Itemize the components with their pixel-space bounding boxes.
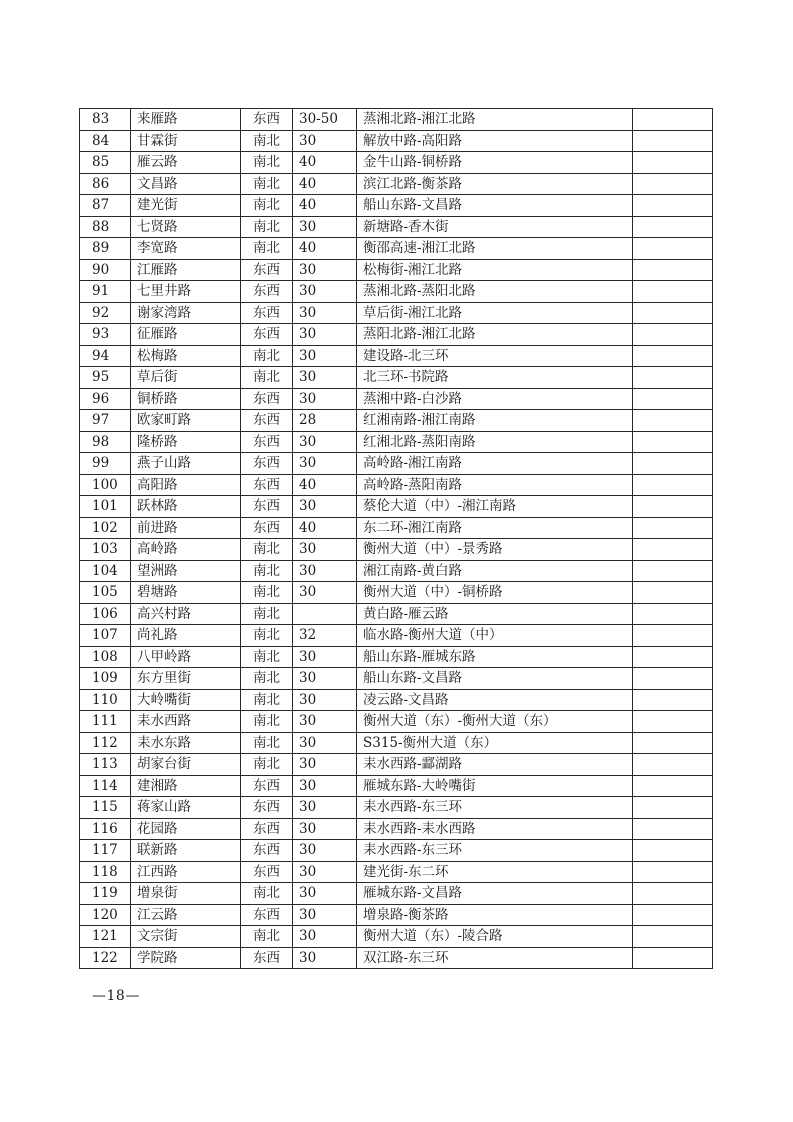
row-number: 107 [80,625,131,647]
row-number: 93 [80,324,131,346]
road-range: 金牛山路-铜桥路 [357,152,633,174]
table-row [80,582,713,604]
road-note [633,840,713,862]
row-number: 108 [80,646,131,668]
road-range: 红湘北路-蒸阳南路 [357,431,633,453]
road-name: 胡家台街 [131,754,241,776]
table-row [80,818,713,840]
road-name: 来雁路 [131,109,241,131]
road-width: 30 [293,431,357,453]
row-number: 119 [80,883,131,905]
road-note [633,625,713,647]
road-width [293,603,357,625]
road-direction: 南北 [241,754,293,776]
road-direction: 南北 [241,238,293,260]
road-range: 耒水西路-东三环 [357,797,633,819]
road-note [633,281,713,303]
row-number: 110 [80,689,131,711]
table-row [80,195,713,217]
road-range: 衡州大道（东）-陵合路 [357,926,633,948]
table-row [80,453,713,475]
road-name: 前进路 [131,517,241,539]
road-width: 30 [293,453,357,475]
row-number: 100 [80,474,131,496]
table-row [80,840,713,862]
table-row [80,539,713,561]
road-width: 40 [293,474,357,496]
road-range: 湘江南路-黄白路 [357,560,633,582]
road-direction: 东西 [241,474,293,496]
road-range: 解放中路-高阳路 [357,130,633,152]
road-name: 隆桥路 [131,431,241,453]
road-width: 30 [293,496,357,518]
road-width: 30 [293,775,357,797]
road-direction: 南北 [241,173,293,195]
road-note [633,496,713,518]
road-name: 高阳路 [131,474,241,496]
row-number: 112 [80,732,131,754]
road-name: 燕子山路 [131,453,241,475]
row-number: 83 [80,109,131,131]
page-number: —18— [92,988,140,1004]
road-name: 学院路 [131,947,241,969]
road-width: 30-50 [293,109,357,131]
road-note [633,797,713,819]
road-note [633,689,713,711]
road-range: 高岭路-湘江南路 [357,453,633,475]
road-width: 30 [293,883,357,905]
road-width: 30 [293,324,357,346]
road-direction: 东西 [241,302,293,324]
road-direction: 东西 [241,818,293,840]
road-range: 耒水西路-耒水西路 [357,818,633,840]
road-note [633,410,713,432]
road-direction: 东西 [241,775,293,797]
road-range: 雁城东路-大岭嘴街 [357,775,633,797]
road-width: 30 [293,689,357,711]
road-direction: 东西 [241,861,293,883]
table-row [80,603,713,625]
road-name: 八甲岭路 [131,646,241,668]
road-name: 李宽路 [131,238,241,260]
road-range: 船山东路-雁城东路 [357,646,633,668]
road-range: 草后街-湘江北路 [357,302,633,324]
table-row [80,345,713,367]
road-range: S315-衡州大道（东） [357,732,633,754]
table-row [80,668,713,690]
row-number: 88 [80,216,131,238]
table-row [80,302,713,324]
road-note [633,668,713,690]
road-width: 30 [293,926,357,948]
table-row [80,754,713,776]
road-width: 30 [293,259,357,281]
road-range: 增泉路-衡茶路 [357,904,633,926]
road-name: 建湘路 [131,775,241,797]
road-name: 谢家湾路 [131,302,241,324]
road-range: 建光街-东二环 [357,861,633,883]
road-range: 衡州大道（东）-衡州大道（东） [357,711,633,733]
road-range: 衡邵高速-湘江北路 [357,238,633,260]
road-note [633,474,713,496]
table-row [80,517,713,539]
road-note [633,517,713,539]
road-name: 建光街 [131,195,241,217]
road-width: 30 [293,646,357,668]
road-width: 30 [293,281,357,303]
row-number: 104 [80,560,131,582]
road-name: 江西路 [131,861,241,883]
road-name: 七里井路 [131,281,241,303]
road-range: 耒水西路-东三环 [357,840,633,862]
road-note [633,582,713,604]
road-range: 建设路-北三环 [357,345,633,367]
row-number: 122 [80,947,131,969]
table-row [80,947,713,969]
road-name: 望洲路 [131,560,241,582]
table-row [80,109,713,131]
road-note [633,883,713,905]
road-range: 船山东路-文昌路 [357,195,633,217]
road-direction: 东西 [241,281,293,303]
road-note [633,173,713,195]
road-name: 碧塘路 [131,582,241,604]
road-range: 蒸湘北路-蒸阳北路 [357,281,633,303]
road-direction: 东西 [241,904,293,926]
road-name: 增泉街 [131,883,241,905]
road-direction: 东西 [241,431,293,453]
table-row [80,410,713,432]
road-direction: 南北 [241,926,293,948]
road-note [633,259,713,281]
road-range: 黄白路-雁云路 [357,603,633,625]
road-note [633,238,713,260]
row-number: 94 [80,345,131,367]
road-note [633,775,713,797]
road-name: 草后街 [131,367,241,389]
row-number: 86 [80,173,131,195]
row-number: 114 [80,775,131,797]
road-width: 30 [293,732,357,754]
road-name: 铜桥路 [131,388,241,410]
road-width: 30 [293,539,357,561]
road-name: 联新路 [131,840,241,862]
road-direction: 东西 [241,517,293,539]
row-number: 103 [80,539,131,561]
road-range: 衡州大道（中）-景秀路 [357,539,633,561]
road-note [633,195,713,217]
road-name: 蒋家山路 [131,797,241,819]
road-name: 征雁路 [131,324,241,346]
road-direction: 南北 [241,646,293,668]
road-direction: 南北 [241,603,293,625]
road-direction: 东西 [241,947,293,969]
road-range: 耒水西路-酃湖路 [357,754,633,776]
row-number: 85 [80,152,131,174]
road-direction: 南北 [241,130,293,152]
road-direction: 南北 [241,625,293,647]
road-note [633,453,713,475]
road-direction: 东西 [241,453,293,475]
road-direction: 南北 [241,668,293,690]
table-row [80,883,713,905]
road-width: 40 [293,173,357,195]
row-number: 96 [80,388,131,410]
table-row [80,152,713,174]
table-row [80,367,713,389]
row-number: 101 [80,496,131,518]
row-number: 118 [80,861,131,883]
road-range: 双江路-东三环 [357,947,633,969]
road-name: 甘霖街 [131,130,241,152]
row-number: 87 [80,195,131,217]
road-note [633,818,713,840]
table-row [80,904,713,926]
road-name: 欧家町路 [131,410,241,432]
road-note [633,754,713,776]
road-name: 雁云路 [131,152,241,174]
table-row [80,560,713,582]
road-range: 蔡伦大道（中）-湘江南路 [357,496,633,518]
row-number: 102 [80,517,131,539]
road-direction: 东西 [241,259,293,281]
table-row [80,259,713,281]
road-width: 30 [293,904,357,926]
road-width: 30 [293,216,357,238]
road-width: 40 [293,238,357,260]
table-row [80,431,713,453]
road-direction: 南北 [241,216,293,238]
road-table [79,108,713,969]
road-direction: 南北 [241,582,293,604]
row-number: 97 [80,410,131,432]
road-direction: 东西 [241,109,293,131]
road-note [633,109,713,131]
road-width: 30 [293,861,357,883]
road-name: 耒水东路 [131,732,241,754]
road-direction: 南北 [241,539,293,561]
table-row [80,388,713,410]
road-range: 北三环-书院路 [357,367,633,389]
road-width: 30 [293,388,357,410]
table-row [80,797,713,819]
table-row [80,689,713,711]
table-row [80,775,713,797]
road-direction: 东西 [241,410,293,432]
table-row [80,173,713,195]
row-number: 116 [80,818,131,840]
table-row [80,496,713,518]
road-range: 临水路-衡州大道（中） [357,625,633,647]
road-range: 船山东路-文昌路 [357,668,633,690]
road-note [633,947,713,969]
row-number: 111 [80,711,131,733]
road-width: 30 [293,302,357,324]
road-name: 松梅路 [131,345,241,367]
road-note [633,560,713,582]
road-note [633,711,713,733]
road-direction: 东西 [241,324,293,346]
row-number: 117 [80,840,131,862]
road-table-body [80,109,713,969]
road-note [633,388,713,410]
road-direction: 南北 [241,195,293,217]
road-width: 40 [293,517,357,539]
road-width: 30 [293,754,357,776]
road-direction: 南北 [241,345,293,367]
row-number: 98 [80,431,131,453]
table-row [80,711,713,733]
road-direction: 南北 [241,689,293,711]
road-width: 30 [293,560,357,582]
road-note [633,216,713,238]
road-note [633,539,713,561]
road-name: 跃林路 [131,496,241,518]
table-row [80,625,713,647]
road-range: 东二环-湘江南路 [357,517,633,539]
road-direction: 东西 [241,840,293,862]
road-direction: 南北 [241,711,293,733]
road-width: 30 [293,818,357,840]
row-number: 113 [80,754,131,776]
road-width: 30 [293,582,357,604]
row-number: 92 [80,302,131,324]
road-direction: 南北 [241,883,293,905]
road-note [633,324,713,346]
road-note [633,861,713,883]
road-range: 新塘路-香木街 [357,216,633,238]
road-name: 尚礼路 [131,625,241,647]
road-width: 40 [293,152,357,174]
road-range: 衡州大道（中）-铜桥路 [357,582,633,604]
road-width: 30 [293,668,357,690]
road-range: 雁城东路-文昌路 [357,883,633,905]
road-direction: 东西 [241,496,293,518]
road-note [633,431,713,453]
road-range: 蒸湘中路-白沙路 [357,388,633,410]
road-name: 七贤路 [131,216,241,238]
row-number: 106 [80,603,131,625]
row-number: 84 [80,130,131,152]
row-number: 91 [80,281,131,303]
table-row [80,474,713,496]
road-note [633,367,713,389]
table-row [80,732,713,754]
road-range: 凌云路-文昌路 [357,689,633,711]
row-number: 89 [80,238,131,260]
row-number: 115 [80,797,131,819]
road-direction: 南北 [241,367,293,389]
road-name: 高兴村路 [131,603,241,625]
road-note [633,152,713,174]
road-width: 30 [293,797,357,819]
road-width: 30 [293,947,357,969]
road-width: 40 [293,195,357,217]
road-width: 28 [293,410,357,432]
row-number: 105 [80,582,131,604]
table-row [80,646,713,668]
road-direction: 东西 [241,797,293,819]
road-width: 30 [293,367,357,389]
road-range: 松梅街-湘江北路 [357,259,633,281]
row-number: 90 [80,259,131,281]
road-direction: 南北 [241,560,293,582]
table-row [80,926,713,948]
road-note [633,646,713,668]
table-row [80,281,713,303]
row-number: 109 [80,668,131,690]
road-width: 30 [293,130,357,152]
road-range: 滨江北路-衡茶路 [357,173,633,195]
road-name: 高岭路 [131,539,241,561]
road-note [633,904,713,926]
road-name: 花园路 [131,818,241,840]
road-note [633,130,713,152]
road-note [633,302,713,324]
road-range: 红湘南路-湘江南路 [357,410,633,432]
road-range: 蒸阳北路-湘江北路 [357,324,633,346]
row-number: 95 [80,367,131,389]
road-name: 江雁路 [131,259,241,281]
table-row [80,324,713,346]
road-width: 30 [293,345,357,367]
row-number: 121 [80,926,131,948]
road-note [633,732,713,754]
road-direction: 南北 [241,152,293,174]
table-row [80,216,713,238]
road-name: 耒水西路 [131,711,241,733]
row-number: 120 [80,904,131,926]
road-width: 30 [293,711,357,733]
road-note [633,926,713,948]
table-row [80,130,713,152]
table-row [80,861,713,883]
road-width: 30 [293,840,357,862]
road-name: 江云路 [131,904,241,926]
road-direction: 东西 [241,388,293,410]
road-name: 文昌路 [131,173,241,195]
road-note [633,345,713,367]
road-name: 东方里街 [131,668,241,690]
road-width: 32 [293,625,357,647]
road-name: 文宗街 [131,926,241,948]
table-row [80,238,713,260]
road-range: 蒸湘北路-湘江北路 [357,109,633,131]
road-direction: 南北 [241,732,293,754]
road-note [633,603,713,625]
row-number: 99 [80,453,131,475]
road-range: 高岭路-蒸阳南路 [357,474,633,496]
road-name: 大岭嘴街 [131,689,241,711]
